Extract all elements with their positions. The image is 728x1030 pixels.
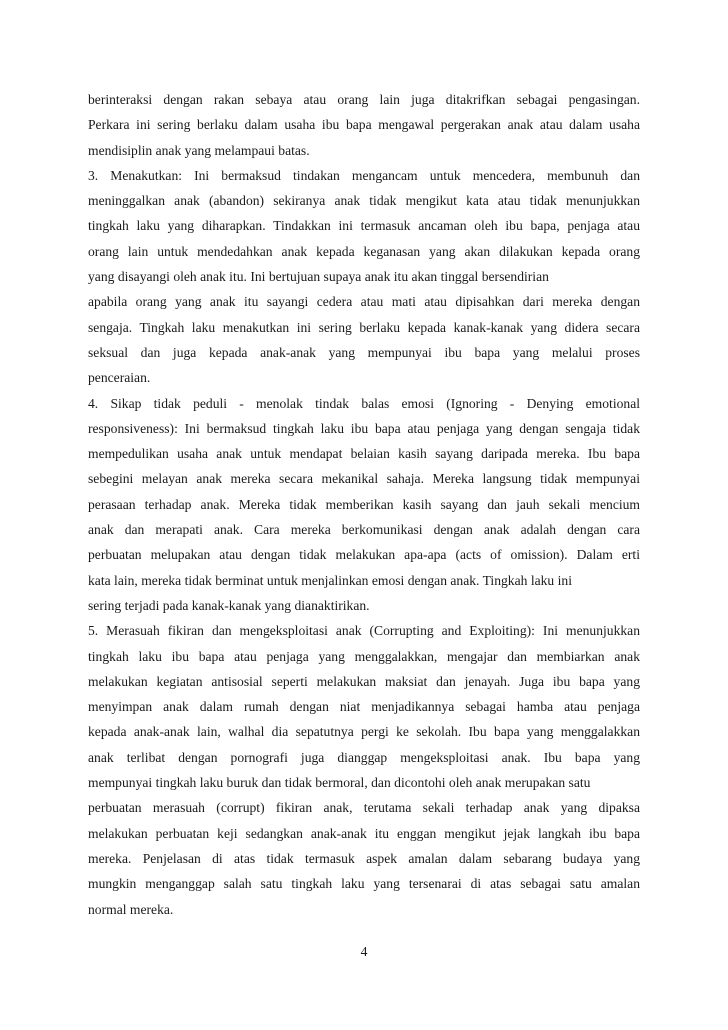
text-line: melakukan kegiatan antisosial seperti melakukan maksiat dan jenayah. Juga ibu bapa yang xyxy=(88,673,640,689)
text-line: mendisiplin anak yang melampaui batas. xyxy=(88,142,310,158)
text-line: mempedulikan usaha anak untuk mendapat belaian kasih sayang daripada mereka. Ibu bapa xyxy=(88,446,640,462)
text-line: perbuatan melupakan atau dengan tidak melakukan apa-apa (acts of omission). Dalam erti xyxy=(88,547,640,563)
text-line: anak terlibat dengan pornografi juga dianggap mengeksploitasi anak. Ibu bapa yang xyxy=(88,749,640,765)
body-text xyxy=(88,87,640,922)
text-line: meninggalkan anak (abandon) sekiranya anak tidak mengikut kata atau tidak menunjukkan xyxy=(88,193,640,209)
text-line: 5. Merasuah fikiran dan mengeksploitasi anak (Corrupting and Exploiting): Ini menunjukkan xyxy=(88,623,640,639)
text-line: mereka. Penjelasan di atas tidak termasuk aspek amalan dalam sebarang budaya yang xyxy=(88,850,640,866)
text-line: tingkah laku ibu bapa atau penjaga yang menggalakkan, mengajar dan membiarkan anak xyxy=(88,648,640,664)
text-line: kata lain, mereka tidak berminat untuk menjalinkan emosi dengan anak. Tingkah laku ini xyxy=(88,572,572,588)
text-line: mempunyai tingkah laku buruk dan tidak bermoral, dan dicontohi oleh anak merupakan satu xyxy=(88,775,591,791)
page-number: 4 xyxy=(360,944,368,959)
text-line: perbuatan merasuah (corrupt) fikiran anak, terutama sekali terhadap anak yang dipaksa xyxy=(88,800,640,816)
text-line: sering terjadi pada kanak-kanak yang dianaktirikan. xyxy=(88,597,370,613)
text-line: kepada anak-anak lain, walhal dia sepatutnya pergi ke sekolah. Ibu bapa yang menggalakkan xyxy=(88,724,640,740)
text-line: 3. Menakutkan: Ini bermaksud tindakan mengancam untuk mencedera, membunuh dan xyxy=(88,167,640,183)
text-line: anak dan merapati anak. Cara mereka berkomunikasi dengan anak adalah dengan cara xyxy=(88,522,640,538)
text-line: tingkah laku yang diharapkan. Tindakkan ini termasuk ancaman oleh ibu bapa, penjaga atau xyxy=(88,218,640,234)
text-line: orang lain untuk mendedahkan anak kepada keganasan yang akan dilakukan kepada orang xyxy=(88,243,640,259)
text-line: 4. Sikap tidak peduli - menolak tindak balas emosi (Ignoring - Denying emotional xyxy=(88,395,640,411)
text-line: yang disayangi oleh anak itu. Ini bertujuan supaya anak itu akan tinggal bersendirian xyxy=(88,269,549,285)
text-line: melakukan perbuatan keji sedangkan anak-anak itu enggan mengikut jejak langkah ibu bapa xyxy=(88,825,640,841)
text-line: sengaja. Tingkah laku menakutkan ini sering berlaku kepada kanak-kanak yang didera secara xyxy=(88,319,640,335)
text-line: berinteraksi dengan rakan sebaya atau orang lain juga ditakrifkan sebagai pengasingan. xyxy=(88,92,640,107)
text-line: penceraian. xyxy=(88,370,151,386)
text-line: menyimpan anak dalam rumah dengan niat menjadikannya sebagai hamba atau penjaga xyxy=(88,699,640,715)
text-line: mungkin menganggap salah satu tingkah laku yang tersenarai di atas sebagai satu amalan xyxy=(88,876,640,892)
text-line: perasaan terhadap anak. Mereka tidak memberikan kasih sayang dan jauh sekali mencium xyxy=(88,496,640,512)
text-line: responsiveness): Ini bermaksud tingkah laku ibu bapa atau penjaga yang dengan sengaja tidak xyxy=(88,420,640,436)
text-line: normal mereka. xyxy=(88,901,174,917)
text-line: apabila orang yang anak itu sayangi cedera atau mati atau dipisahkan dari mereka dengan xyxy=(88,294,640,310)
text-line: seksual dan juga kepada anak-anak yang mempunyai ibu bapa yang melalui proses xyxy=(88,344,640,360)
text-line: Perkara ini sering berlaku dalam usaha ibu bapa mengawal pergerakan anak atau dalam usaha xyxy=(88,117,640,133)
text-line: sebegini melayan anak mereka secara mekanikal sahaja. Mereka langsung tidak mempunyai xyxy=(88,471,640,487)
